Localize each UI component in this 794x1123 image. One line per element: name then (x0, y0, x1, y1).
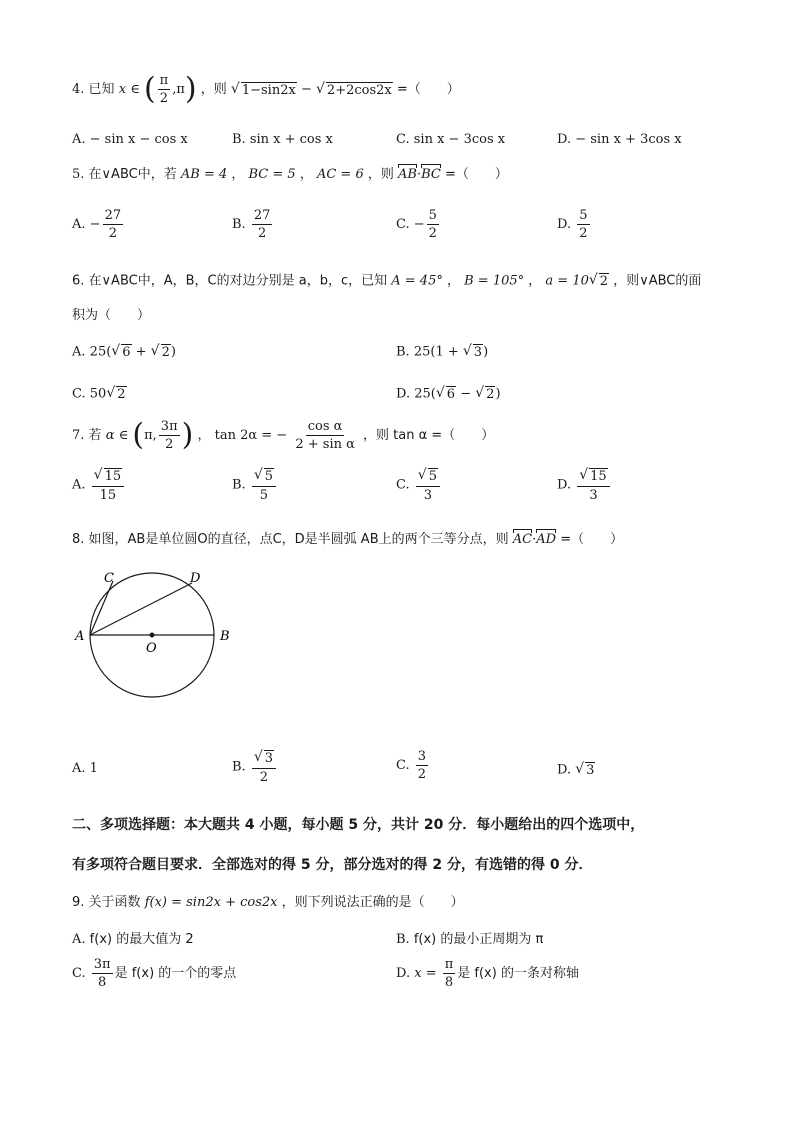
q7-b-label: B. (232, 477, 246, 493)
q4-pre: 已知 (88, 82, 115, 97)
q9-d-text: 是 f(x) 的一条对称轴 (457, 966, 579, 981)
q5-eq: =（ ） (445, 167, 508, 182)
q8-dot: · (532, 532, 537, 547)
q6-a-text: 25( (89, 344, 112, 360)
q4-option-c[interactable]: C. sin x − 3cos x (396, 132, 506, 147)
q9-d-x: x = (414, 966, 437, 981)
q4-interval-frac (158, 74, 171, 105)
q4-frac-den: 2 (159, 91, 169, 106)
q7-option-d[interactable] (557, 468, 612, 502)
q5-c-sign: − (413, 217, 425, 232)
q6-a-close: ) (170, 344, 176, 360)
q8-b-frac: √ 3 2 (252, 750, 276, 784)
q7-number: 7. (72, 428, 85, 443)
q9-option-d[interactable] (396, 958, 579, 989)
q7-tan: ， tan 2α = − (197, 428, 288, 443)
label-d: D (190, 571, 201, 586)
q8-c-frac: $\frac{3}{2}$ (417, 749, 427, 782)
q4-pi: π (176, 82, 185, 97)
q8-vector-ac: AC (512, 532, 533, 547)
q6-stem-line1: 6. 在∨ABC中，A，B，C的对边分别是 a，b，c，已知 A = 45° ， B = 105° ， a = 10 √ 2 ，则∨ABC的面 (72, 272, 702, 289)
q7-alpha: α ∈ (105, 428, 129, 443)
q4-sqrt2: √ 2+2cos2x (316, 80, 392, 98)
q5-option-c[interactable] (396, 209, 441, 240)
q4-rparen: ) (184, 71, 197, 107)
q8-d-sqrt: √ 3 (575, 761, 595, 778)
q6-angle-a: A = 45° (391, 273, 443, 289)
q6-c-sqrt: √ 2 (106, 385, 126, 402)
q6-a-label: A. (72, 344, 86, 360)
q6-c-text: 50 (89, 386, 107, 402)
q5-vector-ab: AB (398, 167, 417, 182)
q6-d-sqrt2: √ 2 (475, 385, 495, 402)
q7-option-b[interactable] (232, 468, 278, 502)
q9-d-frac: $\frac{\pi}{8}$ (444, 957, 454, 990)
q5-stem: 5. 在∨ABC中，若 AB = 4 ， BC = 5 ， AC = 6 ，则 AB·BC =（ ） (72, 167, 508, 182)
q8-d-label: D. (557, 762, 572, 778)
q9-c-frac: $\frac{3\pi}{8}$ (93, 957, 111, 990)
q7-then: ，则 tan α =（ ） (363, 428, 495, 443)
q6-b-sqrt: √ 3 (462, 343, 483, 360)
q4-option-b[interactable]: B. sin x + cos x (232, 132, 333, 147)
q8-option-a[interactable]: A. 1 (72, 761, 98, 776)
q7-d-frac: √ 15 3 (577, 468, 609, 502)
q7-rhs-frac: $\frac{\text{cos α}}{\text{2 + sin α}}$ (295, 419, 355, 452)
q5-then: ，则 (367, 167, 394, 182)
q4-eq: =（ ） (396, 82, 460, 97)
q6-b-label: B. (396, 344, 410, 360)
q4-sqrt1: √ 1−sin2x (230, 80, 296, 98)
q5-ac: AC = 6 (316, 167, 364, 182)
q4-lparen: ( (143, 71, 156, 107)
label-b: B (220, 629, 230, 644)
q6-option-c[interactable] (72, 386, 127, 402)
q6-d-text: 25( (414, 386, 436, 402)
q5-b-label: B. (232, 217, 246, 232)
label-c: C (104, 571, 114, 586)
q6-a-sqrt2: √ 2 (150, 343, 170, 360)
section2-line2: 有多项符合题目要求．全部选对的得 5 分，部分选对的得 2 分，有选错的得 0 分． (72, 857, 593, 873)
q4-option-a[interactable]: A. − sin x − cos x (72, 132, 188, 147)
q5-d-label: D. (557, 217, 572, 232)
q9-option-b[interactable] (396, 933, 543, 946)
q5-option-b[interactable] (232, 209, 274, 240)
q9-b-label: B. (396, 932, 410, 947)
q7-rparen: ) (181, 417, 194, 453)
section2-line1: 二、多项选择题：本大题共 4 小题，每小题 5 分，共计 20 分．每小题给出的四个选项中， (72, 817, 645, 833)
q5-a-sign: − (89, 217, 101, 232)
q7-a-frac: √ 15 15 (92, 468, 124, 502)
q6-option-b[interactable] (396, 344, 488, 360)
q4-stem: 4. 已知 x ∈ ( $\frac{\pi}{2}$ ,π) ，则 √ 1−sin2x − √ 2+2cos2x =（ ） (72, 71, 460, 107)
q7-option-a[interactable] (72, 468, 126, 502)
q7-interval-frac: $\frac{3\pi}{2}$ (160, 419, 178, 452)
q4-mid: ，则 (200, 82, 227, 97)
q7-c-frac: √ 5 3 (416, 468, 440, 502)
center-point (150, 633, 155, 638)
q9-c-label: C. (72, 966, 86, 981)
q5-bc: BC = 5 (248, 167, 296, 182)
q6-angle-b: B = 105° (464, 273, 525, 289)
q5-number: 5. (72, 167, 85, 182)
q8-text: 8. 如图，AB是单位圆O的直径，点C，D是半圆弧 AB上的两个三等分点，则 (72, 532, 509, 547)
label-a: A (75, 629, 85, 644)
q6-d-minus: − (456, 386, 476, 402)
q5-vector-bc: BC (421, 167, 441, 182)
q7-option-c[interactable] (396, 468, 442, 502)
q5-b-frac: $\frac{27}{2}$ (253, 208, 271, 241)
q4-frac-num: π (159, 73, 169, 88)
q8-option-d[interactable] (557, 762, 595, 778)
q6-a-plus: + (131, 344, 151, 360)
q9-a-text: f(x) 的最大值为 2 (89, 932, 194, 947)
q7-pi: π, (144, 428, 157, 443)
q4-in: ∈ (130, 82, 140, 97)
q6-b-close: ) (483, 344, 489, 360)
q6-option-a[interactable] (72, 344, 176, 360)
q9-stem (72, 896, 464, 909)
q8-option-b[interactable] (232, 750, 278, 784)
q6-d-label: D. (396, 386, 411, 402)
q9-b-text: f(x) 的最小正周期为 π (413, 932, 544, 947)
q6-sqrt: √ 2 (588, 272, 609, 289)
q4-rad1: 1−sin2x (241, 82, 296, 98)
q6-d-sqrt1: √ 6 (435, 385, 456, 402)
q4-var: x (118, 82, 127, 97)
q6-line1b: ，则∨ABC的面 (613, 273, 702, 289)
q9-d-label: D. (396, 966, 411, 981)
q4-option-d[interactable]: D. − sin x + 3cos x (557, 132, 682, 147)
q9-post: ，则下列说法正确的是（ ） (281, 895, 464, 910)
q8-c-label: C. (396, 758, 410, 773)
q6-b-text: 25(1 + (413, 344, 463, 360)
q7-lparen: ( (132, 417, 145, 453)
q8-circle-figure (70, 568, 240, 708)
q8-eq: =（ ） (560, 532, 624, 547)
label-o: O (146, 641, 157, 656)
q9-pre: 9. 关于函数 (72, 895, 141, 910)
q9-function: f(x) = sin2x + cos2x (144, 895, 278, 910)
q5-a-frac: $\frac{27}{2}$ (104, 208, 122, 241)
q6-line1a: 6. 在∨ABC中，A，B，C的对边分别是 a，b，c，已知 (72, 273, 388, 289)
chord-ac (90, 581, 113, 635)
q5-a-label: A. (72, 217, 86, 232)
q8-vector-ad: AD (536, 532, 557, 547)
q9-option-c[interactable] (72, 958, 236, 989)
q5-c-label: C. (396, 217, 410, 232)
q9-a-label: A. (72, 932, 86, 947)
q4-minus: − (300, 82, 312, 97)
q5-option-a[interactable] (72, 209, 125, 240)
chord-ad (90, 583, 192, 635)
q7-stem (72, 417, 495, 453)
q5-d-frac: $\frac{5}{2}$ (579, 208, 588, 241)
q6-option-d[interactable] (396, 386, 501, 402)
q7-c-label: C. (396, 477, 410, 493)
q7-a-label: A. (72, 477, 86, 493)
q9-option-a[interactable] (72, 933, 194, 946)
q6-a-sqrt1: √ 6 (111, 343, 131, 360)
q4-rad2: 2+2cos2x (326, 82, 392, 98)
q7-pre: 若 (88, 428, 102, 443)
q4-number: 4. (72, 82, 85, 97)
q8-b-label: B. (232, 759, 246, 775)
q6-stem-line2: 积为（ ） (72, 308, 151, 323)
q8-option-c[interactable] (396, 750, 430, 781)
q5-option-d[interactable] (557, 209, 592, 240)
q5-pre: 在∨ABC中，若 (88, 167, 177, 182)
q6-d-close: ) (495, 386, 501, 402)
q8-stem (72, 533, 623, 546)
q6-side-a: a = 10 (545, 273, 589, 289)
q6-c-label: C. (72, 386, 86, 402)
q7-d-label: D. (557, 477, 572, 493)
q5-dot: · (416, 167, 422, 182)
q5-c-frac: $\frac{5}{2}$ (428, 208, 437, 241)
q7-b-frac: √ 5 5 (252, 468, 276, 502)
q5-ab: AB = 4 (180, 167, 228, 182)
q9-c-text: 是 f(x) 的一个的零点 (114, 966, 237, 981)
